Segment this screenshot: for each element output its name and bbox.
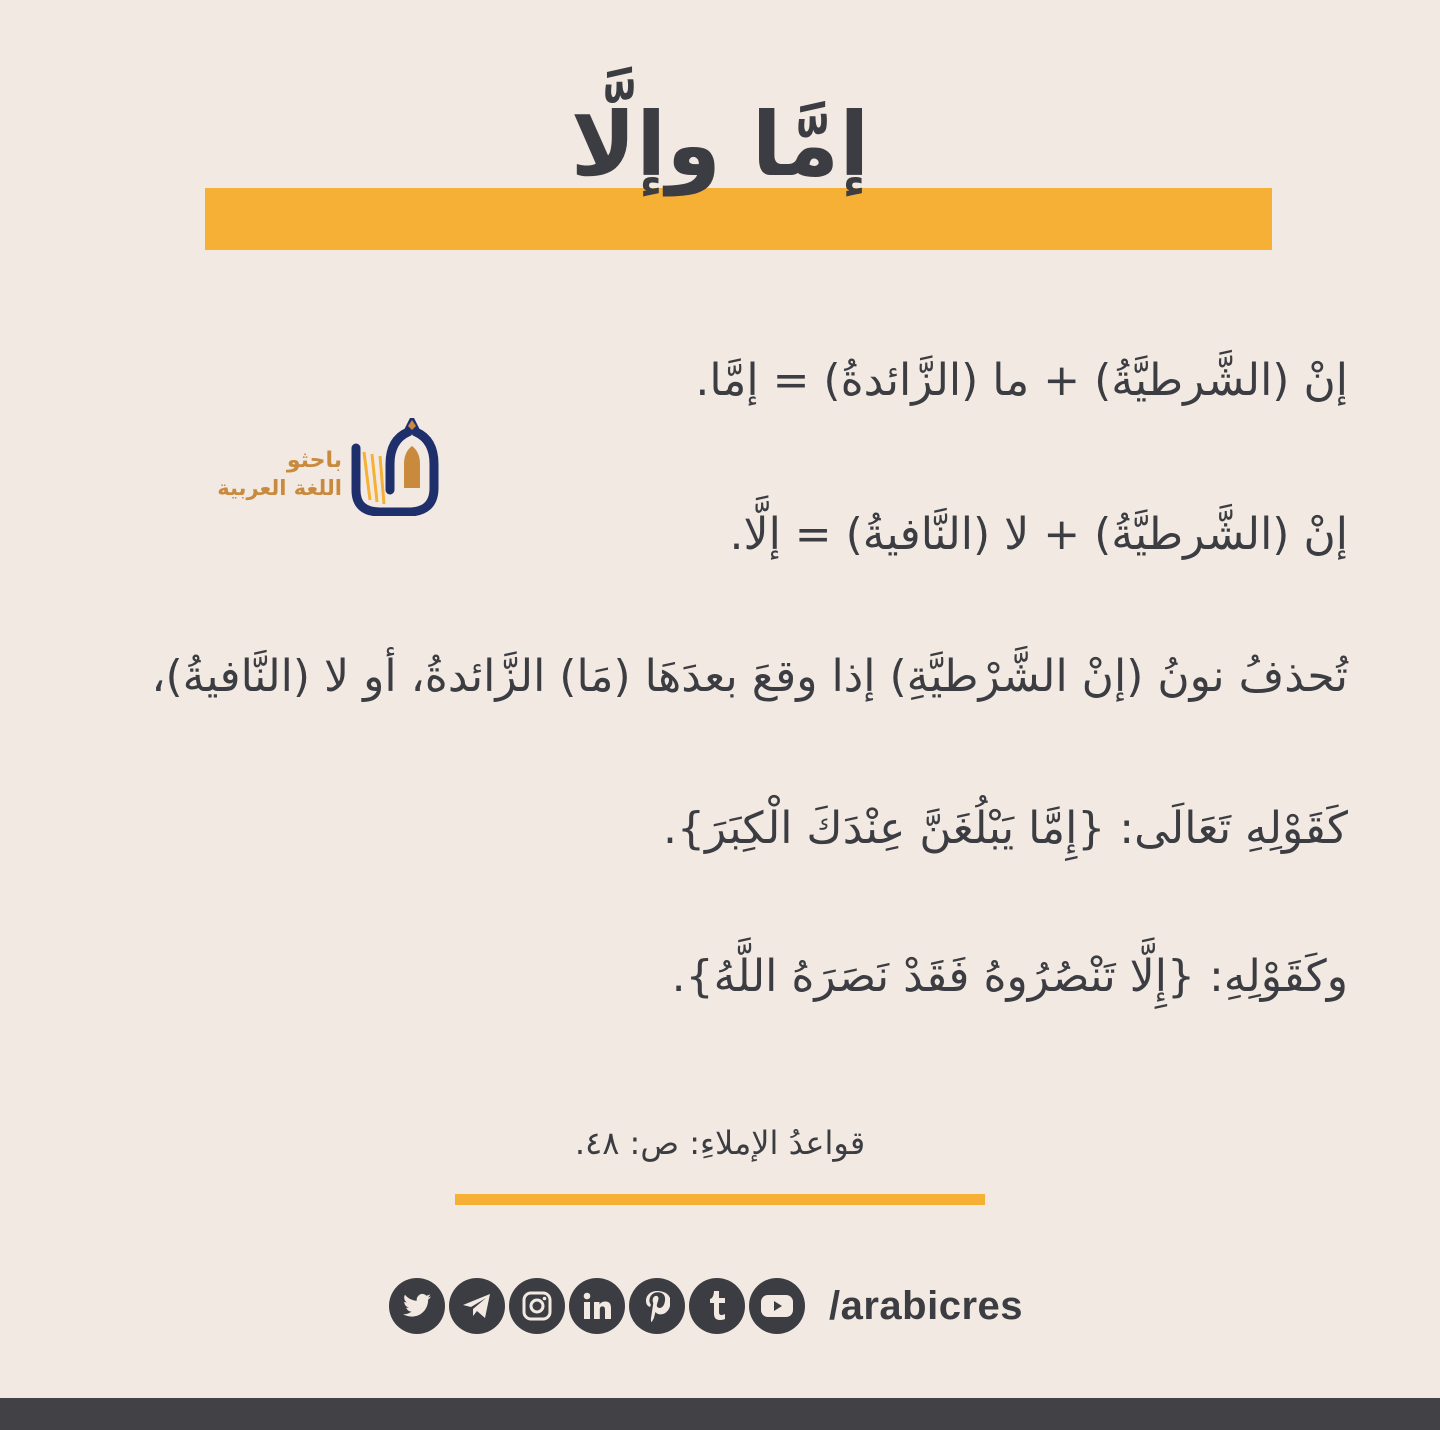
telegram-icon[interactable] <box>449 1278 505 1334</box>
youtube-icon[interactable] <box>749 1278 805 1334</box>
example-line-1: كَقَوْلِهِ تَعَالَى: {إِمَّا يَبْلُغَنَّ عِنْدَكَ الْكِبَرَ}. <box>662 803 1348 854</box>
twitter-icon[interactable] <box>389 1278 445 1334</box>
logo-mark-icon <box>350 418 440 516</box>
social-handle[interactable]: /arabicres <box>829 1283 1024 1328</box>
instagram-icon[interactable] <box>509 1278 565 1334</box>
logo-text-line2: اللغة العربية <box>217 476 342 500</box>
social-links <box>389 1277 1023 1335</box>
logo-text-line1: باحثو <box>286 448 342 473</box>
rule-line-2: إنْ (الشَّرطيَّةُ) + لا (النَّافيةُ) = إلَّا. <box>729 509 1348 560</box>
linkedin-icon[interactable] <box>569 1278 625 1334</box>
example-line-2: وكَقَوْلِهِ: {إِلَّا تَنْصُرُوهُ فَقَدْ نَصَرَهُ اللَّهُ}. <box>671 951 1348 1002</box>
source-citation: قواعدُ الإملاءِ: ص: ٤٨. <box>574 1124 866 1162</box>
logo <box>214 418 444 518</box>
source-underline-bar <box>455 1194 985 1205</box>
footer-bar <box>0 1398 1440 1430</box>
tumblr-icon[interactable] <box>689 1278 745 1334</box>
page-title: إمَّا وإلَّا <box>570 93 870 196</box>
pinterest-icon[interactable] <box>629 1278 685 1334</box>
rule-line-1: إنْ (الشَّرطيَّةُ) + ما (الزَّائدةُ) = إمَّا. <box>695 355 1348 406</box>
rule-line-3: تُحذفُ نونُ (إنْ الشَّرْطيَّةِ) إذا وقعَ بعدَهَا (مَا) الزَّائدةُ، أو لا (النَّافيةُ)، <box>151 651 1348 702</box>
